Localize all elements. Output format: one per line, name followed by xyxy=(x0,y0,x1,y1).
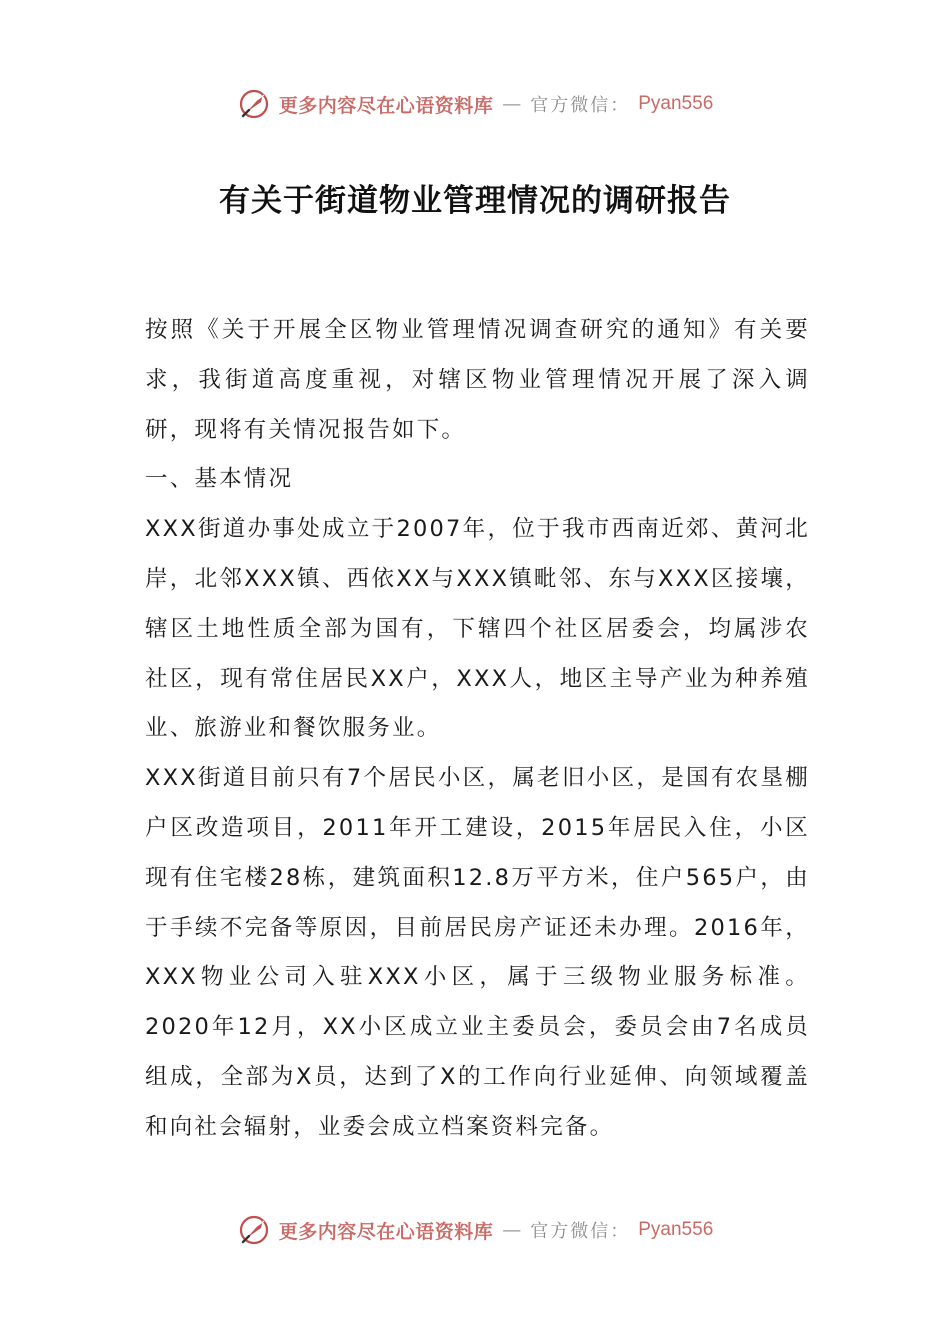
section-heading: 一、基本情况 xyxy=(145,466,294,493)
quill-logo-icon xyxy=(237,1213,271,1247)
header-watermark xyxy=(0,84,950,124)
footer-watermark xyxy=(0,1210,950,1250)
watermark-dash: — xyxy=(502,93,522,115)
watermark-site-text: 更多内容尽在心语资料库 xyxy=(278,94,494,117)
watermark-official-label: 官方微信： xyxy=(530,1221,631,1242)
document-body xyxy=(145,306,810,1153)
watermark-site-text: 更多内容尽在心语资料库 xyxy=(278,1220,494,1243)
document-title: 有关于街道物业管理情况的调研报告 xyxy=(219,183,731,219)
watermark-official-label: 官方微信： xyxy=(530,95,631,116)
watermark-wechat-id: Pyan556 xyxy=(638,1219,714,1240)
quill-logo-icon xyxy=(237,87,271,121)
paragraph-intro: 按照《关于开展全区物业管理情况调查研究的通知》有关要求，我街道高度重视，对辖区物业管理情况开展了深入调研，现将有关情况报告如下。 xyxy=(145,317,810,443)
watermark-dash: — xyxy=(502,1219,522,1241)
paragraph-communities: XXX街道目前只有7个居民小区，属老旧小区，是国有农垦棚户区改造项目，2011年开工建设，2015年居民入住，小区现有住宅楼28栋，建筑面积12.8万平方米，住户565户，由于手续不完备等原因，目前居民房产证还未办理。2016年，XXX物业公司入驻XXX小区，属于三级物业服务标准。2020年12月，XX小区成立业主委员会，委员会由7名成员组成，全部为X员，达到了X的工作向行业延伸、向领域覆盖和向社会辐射，业委会成立档案资料完备。 xyxy=(145,765,810,1140)
paragraph-location: XXX街道办事处成立于2007年，位于我市西南近郊、黄河北岸，北邻XXX镇、西依XX与XXX镇毗邻、东与XXX区接壤，辖区土地性质全部为国有，下辖四个社区居委会，均属涉农社区，现有常住居民XX户，XXX人，地区主导产业为种养殖业、旅游业和餐饮服务业。 xyxy=(145,516,810,742)
watermark-wechat-id: Pyan556 xyxy=(638,93,714,114)
